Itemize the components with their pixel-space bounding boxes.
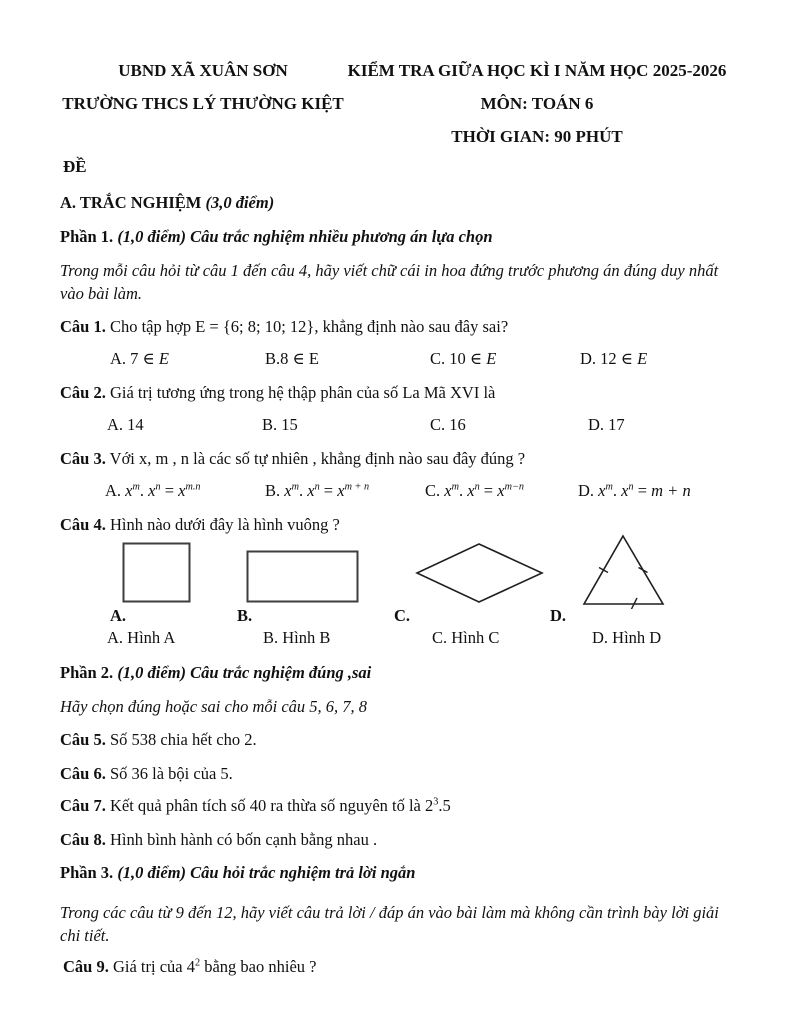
part2-instruction: Hãy chọn đúng hoặc sai cho mỗi câu 5, 6, 7, 8 <box>60 697 368 716</box>
document-header <box>60 54 736 153</box>
triangle-figure <box>581 533 667 609</box>
q4-figure-captions <box>60 628 736 650</box>
part2-label: Phần 2. <box>60 663 114 682</box>
q2-option-c: C. 16 <box>430 415 466 434</box>
question-1 <box>60 316 736 338</box>
school-name: TRƯỜNG THCS LÝ THƯỜNG KIỆT <box>62 94 344 113</box>
q5-text: Số 538 chia hết cho 2. <box>105 730 257 749</box>
question-2 <box>60 382 736 404</box>
q2-text: Giá trị tương ứng trong hệ thập phân của số La Mã XVI là <box>105 383 496 402</box>
rectangle-figure <box>246 550 360 604</box>
q4-label: Câu 4. <box>60 515 106 534</box>
q9-label: Câu 9. <box>63 956 109 976</box>
q3-text: Với x, m , n là các số tự nhiên , khẳng định nào sau đây đúng ? <box>105 449 526 468</box>
q3-label: Câu 3. <box>60 449 106 468</box>
question-5 <box>60 729 736 751</box>
q1-option-b: B.8 ∈ E <box>265 349 319 368</box>
section-a-heading: A. TRẮC NGHIỆM (3,0 điểm) <box>60 193 275 212</box>
figure-caption-b: B. Hình B <box>263 628 331 647</box>
part1-title: (1,0 điểm) Câu trắc nghiệm nhiều phương án lựa chọn <box>117 227 493 246</box>
question-8 <box>60 829 736 851</box>
q7-label: Câu 7. <box>60 796 106 815</box>
q3-option-a: A. $x^m$. $x^n = x^{m.n}$ <box>105 481 201 500</box>
q8-text: Hình bình hành có bốn cạnh bằng nhau . <box>105 830 378 849</box>
question-6 <box>60 763 736 785</box>
q3-option-d: D. $x^m$. $x^n = m + n$ <box>578 481 691 500</box>
q3-option-c: C. $x^m$. $x^n = x^{m-n}$ <box>425 481 524 500</box>
q3-option-b: B. $x^m$. $x^n = x^{m + n}$ <box>265 481 370 500</box>
figure-letter-b: B. <box>237 606 253 625</box>
figure-letter-a: A. <box>110 606 127 625</box>
q1-options <box>60 349 736 371</box>
q3-options <box>60 481 736 503</box>
q6-label: Câu 6. <box>60 764 106 783</box>
subject-line: MÔN: TOÁN 6 <box>480 94 594 113</box>
q2-options <box>60 415 736 437</box>
q4-figure-letters <box>60 606 736 626</box>
q2-option-d: D. 17 <box>588 415 625 434</box>
figure-caption-a: A. Hình A <box>107 628 176 647</box>
q4-figures <box>60 540 736 606</box>
part3-label: Phần 3. <box>60 863 114 882</box>
q8-label: Câu 8. <box>60 830 106 849</box>
part3-heading <box>60 862 736 884</box>
rhombus-figure <box>415 542 545 606</box>
question-9 <box>63 956 736 978</box>
part3-instruction: Trong các câu từ 9 đến 12, hãy viết câu trả lời / đáp án vào bài làm mà không cần trình bày lời giải chi tiết. <box>60 902 719 945</box>
q2-option-b: B. 15 <box>262 415 298 434</box>
q1-option-c: C. 10 ∈ E <box>430 349 497 368</box>
q6-text: Số 36 là bội của 5. <box>105 764 233 783</box>
q1-text: Cho tập hợp E = {6; 8; 10; 12}, khẳng định nào sau đây sai? <box>105 317 509 336</box>
part1-heading <box>60 226 736 248</box>
question-7 <box>60 795 736 817</box>
q2-label: Câu 2. <box>60 383 106 402</box>
q2-option-a: A. 14 <box>107 415 144 434</box>
header-right-column <box>346 54 736 153</box>
part1-label: Phần 1. <box>60 227 114 246</box>
square-figure <box>122 542 192 604</box>
q1-option-d: D. 12 ∈ E <box>580 349 648 368</box>
q7-text: Kết quả phân tích số 40 ra thừa số nguyên tố là $2^3.5$ <box>105 796 451 815</box>
figure-caption-c: C. Hình C <box>432 628 500 647</box>
figure-letter-c: C. <box>394 606 411 625</box>
header-left-column <box>60 54 346 153</box>
q1-label: Câu 1. <box>60 317 106 336</box>
q4-text: Hình nào dưới đây là hình vuông ? <box>105 515 340 534</box>
section-a-title: A. TRẮC NGHIỆM <box>60 193 202 212</box>
q1-option-a: A. 7 ∈ E <box>110 349 169 368</box>
question-3 <box>60 448 736 470</box>
part3-title: (1,0 điểm) Câu hỏi trắc nghiệm trả lời ngắn <box>117 863 416 882</box>
exam-title: KIỂM TRA GIỮA HỌC KÌ I NĂM HỌC 2025-2026 <box>347 61 727 80</box>
figure-letter-d: D. <box>550 606 567 625</box>
duration-line: THỜI GIAN: 90 PHÚT <box>451 127 623 146</box>
q9-text: Giá trị của $4^2$ bằng bao nhiêu ? <box>108 956 317 976</box>
figure-caption-d: D. Hình D <box>592 628 662 647</box>
part1-instruction: Trong mỗi câu hỏi từ câu 1 đến câu 4, hãy viết chữ cái in hoa đứng trước phương án đúng duy nhất vào bài làm. <box>60 261 719 303</box>
q5-label: Câu 5. <box>60 730 106 749</box>
part2-heading <box>60 662 736 684</box>
paper-code-label: ĐỀ <box>63 157 87 176</box>
issuing-authority: UBND XÃ XUÂN SƠN <box>118 61 288 80</box>
part2-title: (1,0 điểm) Câu trắc nghiệm đúng ,sai <box>117 663 372 682</box>
